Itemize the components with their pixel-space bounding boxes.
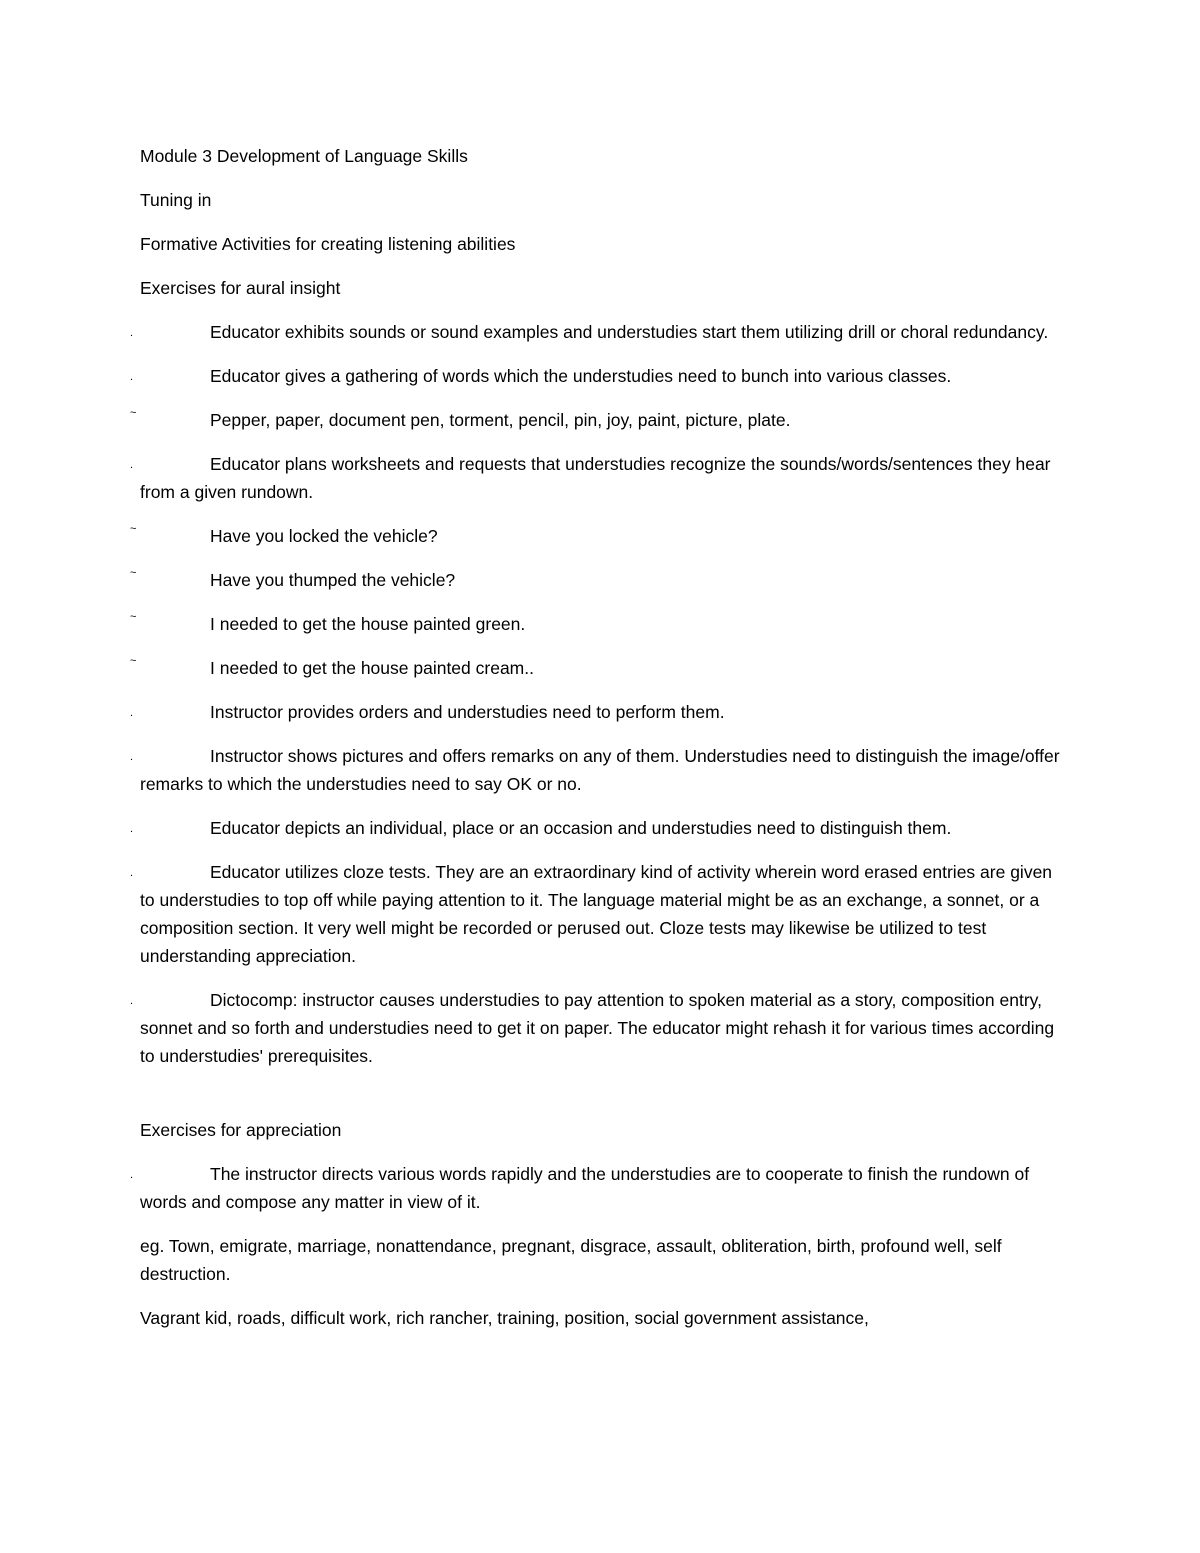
bullet-dot-icon: . [130, 327, 134, 339]
bullet-dot-icon: . [130, 823, 134, 835]
list-item-text: Instructor shows pictures and offers remarks on any of them. Understudies need to distinguish the image/offer remarks to which the understudies need to say OK or no. [140, 746, 1060, 794]
bullet-dot-icon: . [130, 995, 134, 1007]
list-item-text: Have you thumped the vehicle? [210, 570, 456, 590]
section-heading-activities: Formative Activities for creating listening abilities [140, 234, 516, 254]
list-item-text: Educator utilizes cloze tests. They are an extraordinary kind of activity wherein word erased entries are given to understudies to top off while paying attention to it. The language material might be as an exchange, a sonnet, or a composition section. It very well might be recorded or perused out. Cloze tests may likewise be utilized to test understanding appreciation. [140, 862, 1053, 966]
list-item-text: Educator exhibits sounds or sound examples and understudies start them utilizing drill or choral redundancy. [210, 322, 1049, 342]
sub-list-item [130, 566, 1060, 594]
list-item-text: Educator plans worksheets and requests that understudies recognize the sounds/words/sentences they hear from a given rundown. [140, 454, 1051, 502]
list-item [130, 362, 1060, 390]
list-item [130, 986, 1060, 1070]
list-item-text: Instructor provides orders and understudies need to perform them. [210, 702, 725, 722]
list-item-text: Pepper, paper, document pen, torment, pencil, pin, joy, paint, picture, plate. [210, 410, 791, 430]
sub-list-item [130, 654, 1060, 682]
example-paragraph: eg. Town, emigrate, marriage, nonattendance, pregnant, disgrace, assault, obliteration, birth, profound well, self destruction. [140, 1236, 1002, 1284]
section-heading-aural: Exercises for aural insight [140, 278, 341, 298]
bullet-tilde-icon: ~ [130, 611, 137, 623]
list-item [130, 1160, 1060, 1216]
list-item [130, 698, 1060, 726]
list-item-text: Dictocomp: instructor causes understudies to pay attention to spoken material as a story, composition entry, sonnet and so forth and understudies need to get it on paper. The educator might rehash it for various times according to understudies' prerequisites. [140, 990, 1055, 1066]
list-item-text: The instructor directs various words rapidly and the understudies are to cooperate to finish the rundown of words and compose any matter in view of it. [140, 1164, 1030, 1212]
bullet-tilde-icon: ~ [130, 655, 137, 667]
list-item-text: I needed to get the house painted cream.. [210, 658, 534, 678]
list-item-text: Educator gives a gathering of words which the understudies need to bunch into various classes. [210, 366, 952, 386]
sub-list-item [130, 522, 1060, 550]
list-item [130, 742, 1060, 798]
bullet-dot-icon: . [130, 707, 134, 719]
list-item-text: I needed to get the house painted green. [210, 614, 526, 634]
bullet-dot-icon: . [130, 867, 134, 879]
list-item [130, 858, 1060, 970]
bullet-dot-icon: . [130, 751, 134, 763]
subtitle: Tuning in [140, 190, 212, 210]
sub-list-item [130, 406, 1060, 434]
bullet-dot-icon: . [130, 459, 134, 471]
bullet-dot-icon: . [130, 1169, 134, 1181]
sub-list-item [130, 610, 1060, 638]
section-heading-appreciation: Exercises for appreciation [140, 1120, 342, 1140]
bullet-tilde-icon: ~ [130, 567, 137, 579]
spacer [140, 1086, 1060, 1116]
list-item [130, 450, 1060, 506]
bullet-tilde-icon: ~ [130, 407, 137, 419]
document-body [130, 142, 1060, 1348]
bullet-dot-icon: . [130, 371, 134, 383]
list-item-text: Have you locked the vehicle? [210, 526, 438, 546]
list-item-text: Educator depicts an individual, place or an occasion and understudies need to distinguish them. [210, 818, 952, 838]
document-title: Module 3 Development of Language Skills [140, 146, 468, 166]
list-item [130, 814, 1060, 842]
bullet-tilde-icon: ~ [130, 523, 137, 535]
list-item [130, 318, 1060, 346]
example-paragraph: Vagrant kid, roads, difficult work, rich rancher, training, position, social government assistance, [140, 1308, 869, 1328]
